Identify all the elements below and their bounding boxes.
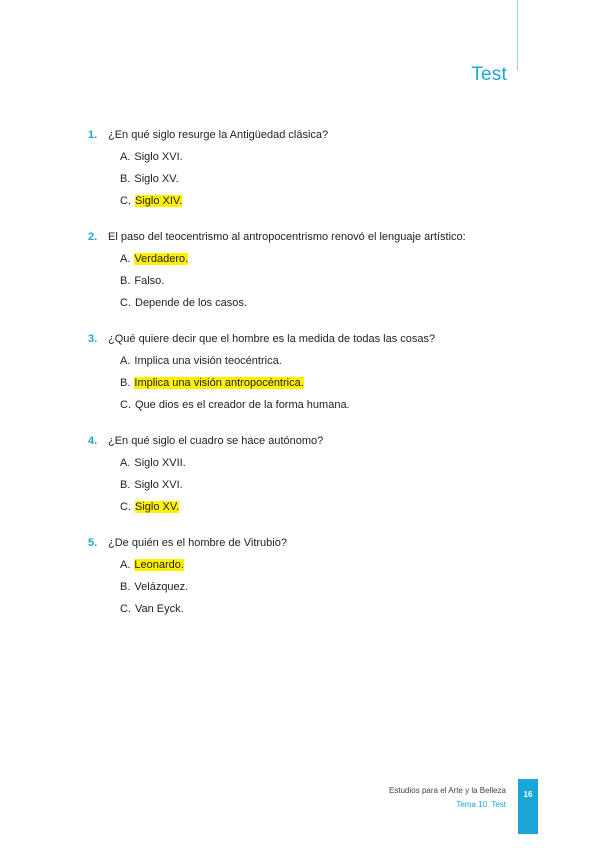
question-number: 4. xyxy=(88,435,98,447)
answer-option xyxy=(120,602,518,616)
option-letter: B. xyxy=(120,173,131,185)
option-letter: C. xyxy=(120,501,131,513)
option-letter: A. xyxy=(120,253,131,265)
option-letter: A. xyxy=(120,559,131,571)
option-letter: B. xyxy=(120,479,131,491)
option-text: Siglo XVI. xyxy=(134,479,183,491)
answer-option xyxy=(120,296,518,310)
question-heading xyxy=(88,434,518,448)
answer-options xyxy=(120,456,518,514)
question-text: ¿Qué quiere decir que el hombre es la medida de todas las cosas? xyxy=(108,333,436,345)
option-letter: C. xyxy=(120,603,131,615)
question-item xyxy=(88,536,518,616)
answer-option xyxy=(120,500,518,514)
question-list xyxy=(88,128,518,638)
question-heading xyxy=(88,230,518,244)
question-number: 1. xyxy=(88,129,98,141)
highlighted-answer-text: Leonardo. xyxy=(134,559,184,571)
highlighted-answer-text: Siglo XIV. xyxy=(135,195,183,207)
page-number: 16 xyxy=(523,790,533,799)
page-number-badge xyxy=(518,779,538,834)
option-text: Depende de los casos. xyxy=(135,297,247,309)
answer-options xyxy=(120,150,518,208)
question-text: El paso del teocentrismo al antropocentrismo renovó el lenguaje artístico: xyxy=(108,231,466,243)
option-text: Falso. xyxy=(134,275,165,287)
option-text: Siglo XVI. xyxy=(134,151,183,163)
question-text: ¿En qué siglo resurge la Antigüedad clásica? xyxy=(108,129,329,141)
answer-options xyxy=(120,558,518,616)
answer-option xyxy=(120,274,518,288)
option-text: Van Eyck. xyxy=(135,603,184,615)
question-item xyxy=(88,332,518,412)
answer-option xyxy=(120,580,518,594)
footer-book-title: Estudios para el Arte y la Belleza xyxy=(389,786,506,795)
answer-option xyxy=(120,194,518,208)
option-letter: A. xyxy=(120,355,131,367)
option-letter: C. xyxy=(120,195,131,207)
option-text: Implica una visión teocéntrica. xyxy=(134,355,282,367)
option-text: Siglo XVII. xyxy=(134,457,186,469)
option-letter: C. xyxy=(120,399,131,411)
question-number: 2. xyxy=(88,231,98,243)
option-letter: A. xyxy=(120,457,131,469)
option-text: Que dios es el creador de la forma humana. xyxy=(135,399,350,411)
top-vertical-rule xyxy=(517,0,518,70)
question-number: 3. xyxy=(88,333,98,345)
highlighted-answer-text: Siglo XV. xyxy=(135,501,180,513)
answer-option xyxy=(120,172,518,186)
highlighted-answer-text: Verdadero. xyxy=(134,253,189,265)
question-text: ¿En qué siglo el cuadro se hace autónomo? xyxy=(108,435,324,447)
option-text: Siglo XV. xyxy=(134,173,179,185)
option-letter: B. xyxy=(120,275,131,287)
question-heading xyxy=(88,536,518,550)
footer-section: Tema 10. Test xyxy=(456,800,506,809)
highlighted-answer-text: Implica una visión antropocéntrica. xyxy=(134,377,304,389)
question-heading xyxy=(88,128,518,142)
answer-option xyxy=(120,354,518,368)
answer-option xyxy=(120,558,518,572)
answer-option xyxy=(120,252,518,266)
answer-option xyxy=(120,478,518,492)
question-heading xyxy=(88,332,518,346)
answer-option xyxy=(120,398,518,412)
option-letter: A. xyxy=(120,151,131,163)
page-title: Test xyxy=(471,64,507,85)
option-letter: C. xyxy=(120,297,131,309)
option-letter: B. xyxy=(120,377,131,389)
answer-options xyxy=(120,252,518,310)
question-item xyxy=(88,434,518,514)
option-letter: B. xyxy=(120,581,131,593)
question-text: ¿De quién es el hombre de Vitrubio? xyxy=(108,537,287,549)
answer-option xyxy=(120,456,518,470)
answer-options xyxy=(120,354,518,412)
answer-option xyxy=(120,376,518,390)
question-number: 5. xyxy=(88,537,98,549)
question-item xyxy=(88,128,518,208)
answer-option xyxy=(120,150,518,164)
option-text: Velázquez. xyxy=(134,581,189,593)
question-item xyxy=(88,230,518,310)
